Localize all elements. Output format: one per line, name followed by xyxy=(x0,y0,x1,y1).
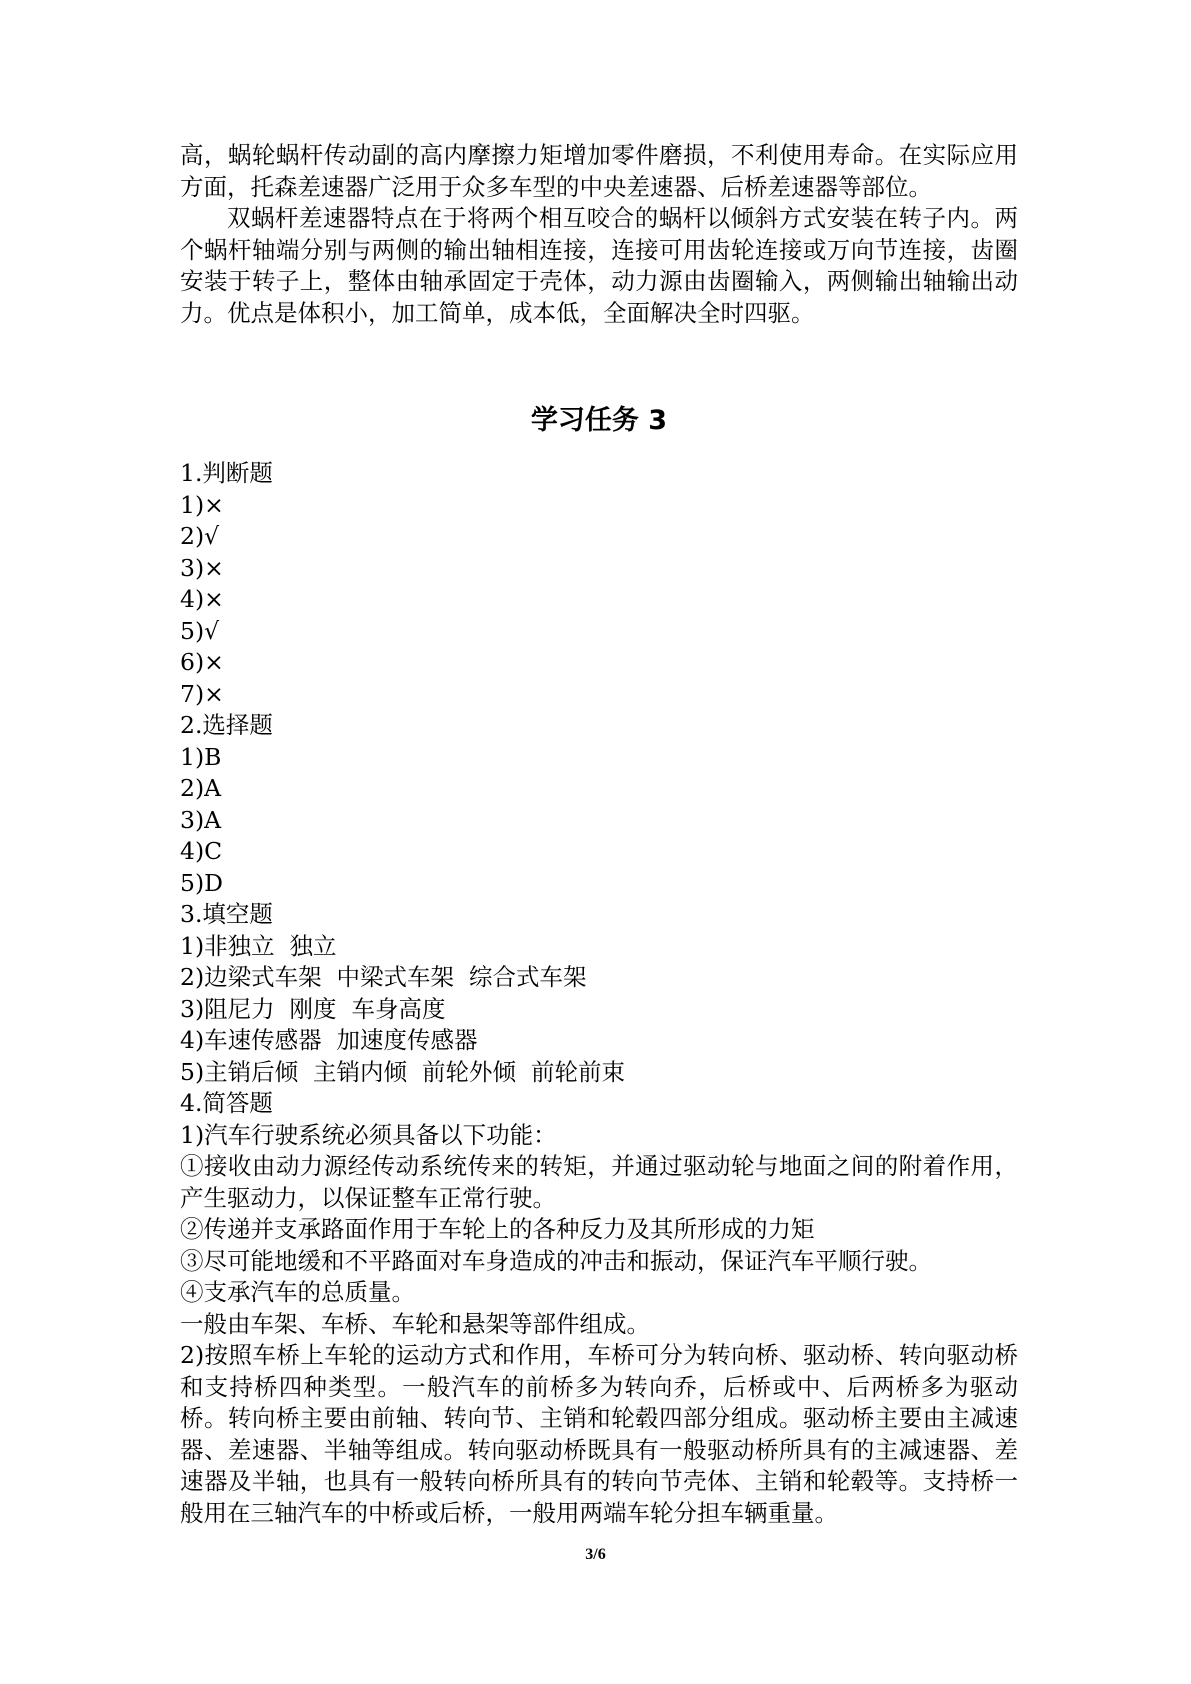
short-answer-q1-point: ④支承汽车的总质量。 xyxy=(180,1278,415,1306)
fill-item: 2)边梁式车架 中梁式车架 综合式车架 xyxy=(180,963,587,991)
choice-item: 2)A xyxy=(180,774,222,802)
short-answer-q1-point: ①接收由动力源经传动系统传来的转矩，并通过驱动轮与地面之间的附着作用，产生驱动力，以保证整车正常行驶。 xyxy=(180,1152,1018,1212)
judgment-item: 6)× xyxy=(180,648,224,676)
fill-item: 1)非独立 独立 xyxy=(180,931,337,960)
section-title: 学习任务 3 xyxy=(530,405,668,436)
page-number: 3/6 xyxy=(585,1546,606,1563)
intro-paragraph-1: 高，蜗轮蜗杆传动副的高内摩擦力矩增加零件磨损，不利使用寿命。在实际应用方面，托森差速器广泛用于众多车型的中央差速器、后桥差速器等部位。 xyxy=(180,141,1018,201)
choice-item: 5)D xyxy=(180,868,223,897)
judgment-item: 1)× xyxy=(180,490,224,519)
fill-heading: 3.填空题 xyxy=(180,900,273,928)
judgment-item: 3)× xyxy=(180,553,224,582)
short-answer-heading: 4.简答题 xyxy=(180,1089,273,1117)
short-answer-q1-summary: 一般由车架、车桥、车轮和悬架等部件组成。 xyxy=(180,1309,650,1338)
fill-item: 5)主销后倾 主销内倾 前轮外倾 前轮前束 xyxy=(180,1057,625,1086)
judgment-heading: 1.判断题 xyxy=(180,459,273,487)
short-answer-q2: 2)按照车桥上车轮的运动方式和作用，车桥可分为转向桥、驱动桥、转向驱动桥和支持桥四种类型。一般汽车的前桥多为转向乔，后桥或中、后两桥多为驱动桥。转向桥主要由前轴、转向节、主销和轮毂四部分组成。驱动桥主要由主减速器、差速器、半轴等组成。转向驱动桥既具有一般驱动桥所具有的主减速器、差速器及半轴，也具有一般转向桥所具有的转向节壳体、主销和轮毂等。支持桥一般用在三轴汽车的中桥或后桥，一般用两端车轮分担车辆重量。 xyxy=(180,1341,1018,1527)
intro-paragraph-2: 双蜗杆差速器特点在于将两个相互咬合的蜗杆以倾斜方式安装在转子内。两个蜗杆轴端分别与两侧的输出轴相连接，连接可用齿轮连接或万向节连接，齿圈安装于转子上，整体由轴承固定于壳体，动力源由齿圈输入，两侧输出轴输出动力。优点是体积小，加工简单，成本低，全面解决全时四驱。 xyxy=(180,204,1018,327)
short-answer-q1-point: ③尽可能地缓和不平路面对车身造成的冲击和振动，保证汽车平顺行驶。 xyxy=(180,1246,932,1275)
fill-item: 3)阻尼力 刚度 车身高度 xyxy=(180,994,446,1023)
short-answer-q1-intro: 1)汽车行驶系统必须具备以下功能： xyxy=(180,1120,557,1149)
judgment-item: 7)× xyxy=(180,679,224,708)
judgment-item: 2)√ xyxy=(180,522,220,550)
short-answer-q1-point: ②传递并支承路面作用于车轮上的各种反力及其所形成的力矩 xyxy=(180,1215,815,1243)
choice-item: 4)C xyxy=(180,837,223,865)
answers-list xyxy=(180,458,1018,1529)
judgment-item: 5)√ xyxy=(180,616,220,645)
choice-heading: 2.选择题 xyxy=(180,711,273,739)
judgment-item: 4)× xyxy=(180,585,224,613)
fill-item: 4)车速传感器 加速度传感器 xyxy=(180,1026,478,1054)
choice-item: 3)A xyxy=(180,805,222,834)
choice-item: 1)B xyxy=(180,742,222,771)
document-page xyxy=(180,140,1018,1527)
